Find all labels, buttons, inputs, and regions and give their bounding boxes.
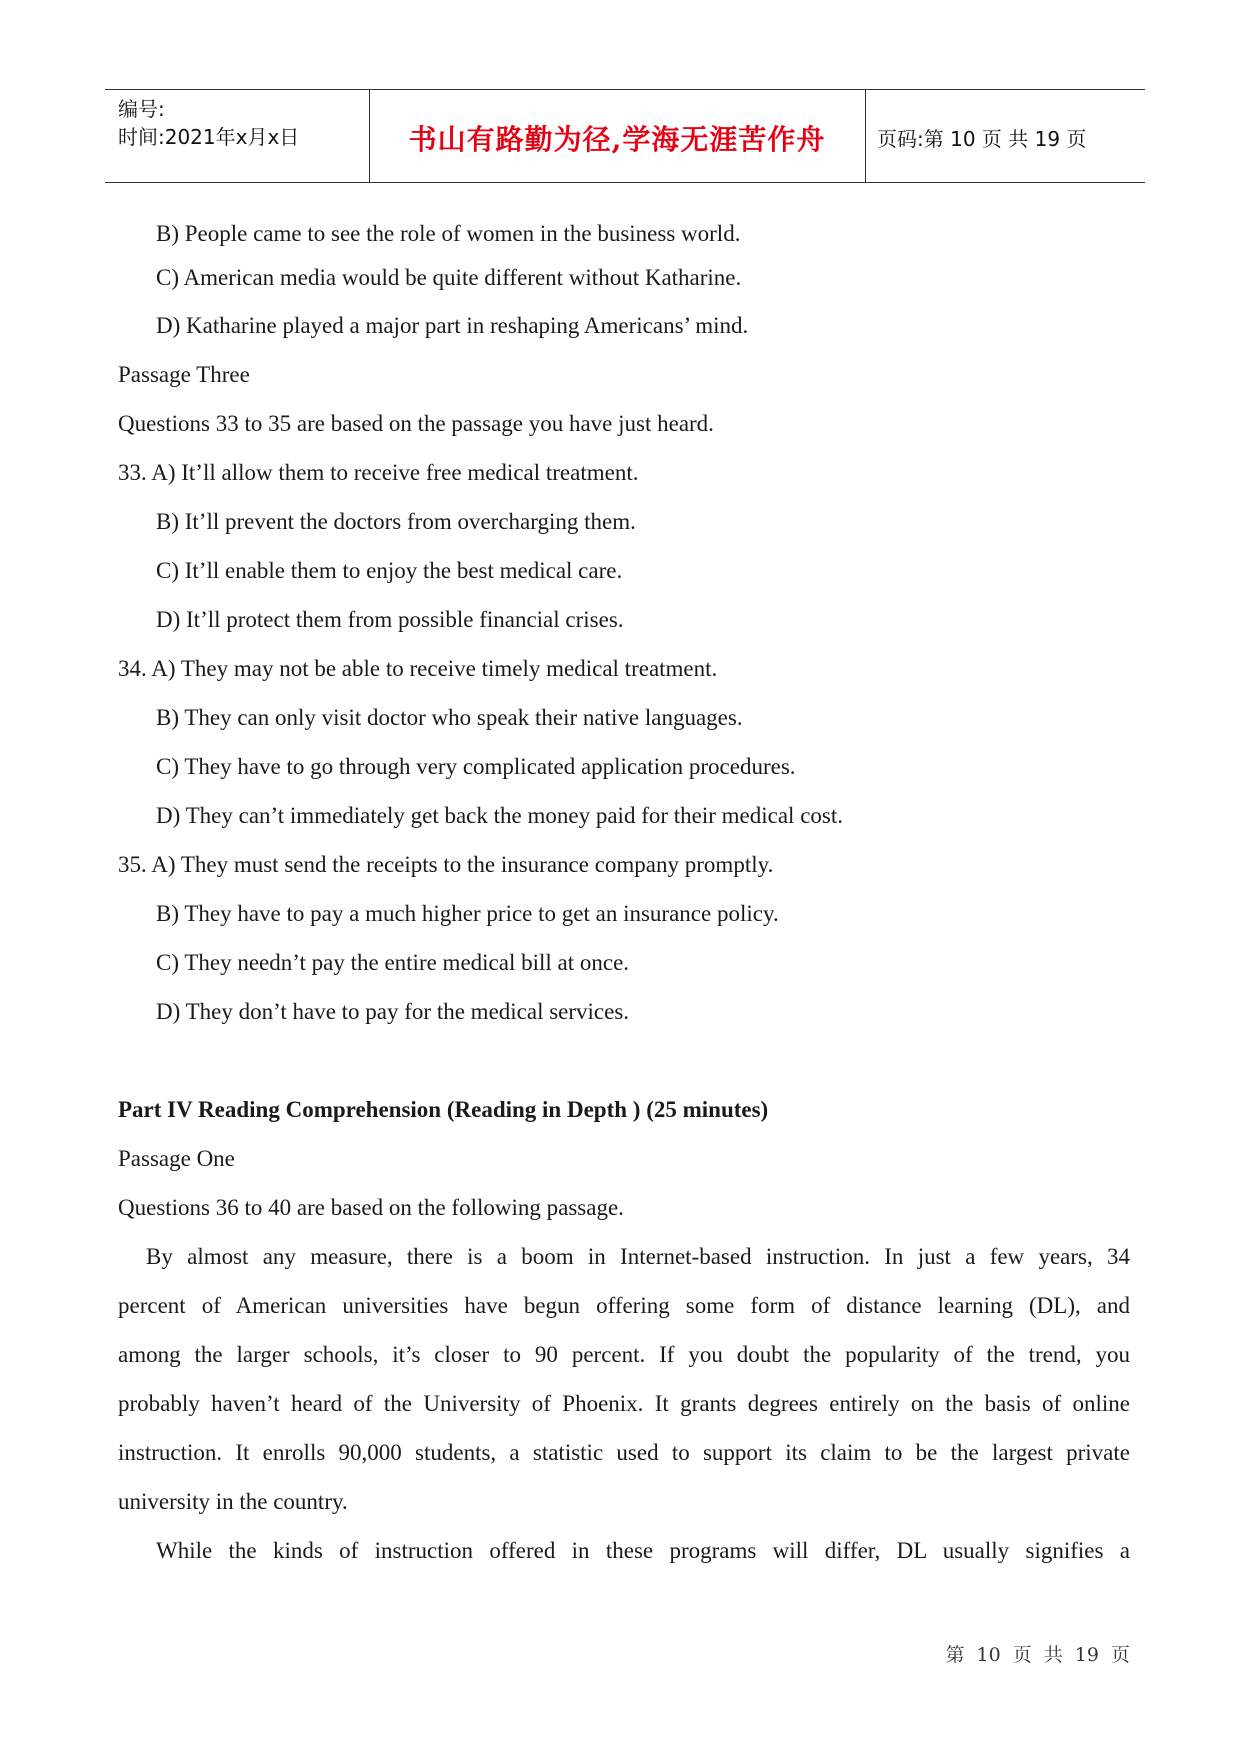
paragraph-line: By almost any measure, there is a boom in Internet-based instruction. In just a few years, 34	[146, 1244, 1130, 1269]
question-34-option-b: B) They can only visit doctor who speak their native languages.	[156, 705, 743, 730]
document-time-label: 时间:2021年x月x日	[118, 125, 300, 149]
question-35-option-d: D) They don’t have to pay for the medical services.	[156, 999, 630, 1024]
option-line: B) People came to see the role of women in the business world.	[156, 221, 741, 246]
paragraph-line: percent of American universities have begun offering some form of distance learning (DL), and	[118, 1293, 1130, 1318]
question-34-option-c: C) They have to go through very complicated application procedures.	[156, 754, 796, 779]
question-35-option-c: C) They needn’t pay the entire medical bill at once.	[156, 950, 630, 975]
question-35-option-a: 35. A) They must send the receipts to the insurance company promptly.	[118, 852, 774, 877]
page-footer: 第 10 页 共 19 页	[945, 1644, 1130, 1666]
questions-intro: Questions 36 to 40 are based on the following passage.	[118, 1195, 624, 1220]
header-info-cell	[105, 90, 370, 182]
header-page-cell	[865, 90, 1145, 182]
question-35-option-b: B) They have to pay a much higher price to get an insurance policy.	[156, 901, 779, 926]
section-heading: Part IV Reading Comprehension (Reading in Depth ) (25 minutes)	[118, 1097, 769, 1122]
document-number-label: 编号:	[118, 97, 165, 121]
header-motto-cell	[369, 90, 866, 182]
passage-title: Passage Three	[118, 362, 250, 387]
question-33-option-a: 33. A) It’ll allow them to receive free medical treatment.	[118, 460, 639, 485]
question-33-option-d: D) It’ll protect them from possible financial crises.	[156, 607, 624, 632]
paragraph-line: university in the country.	[118, 1489, 348, 1514]
question-34-option-d: D) They can’t immediately get back the money paid for their medical cost.	[156, 803, 844, 828]
option-line: C) American media would be quite different without Katharine.	[156, 265, 742, 290]
paragraph-line: instruction. It enrolls 90,000 students, a statistic used to support its claim to be the largest private	[118, 1440, 1130, 1465]
paragraph-line: While the kinds of instruction offered in these programs will differ, DL usually signifies a	[156, 1538, 1130, 1563]
option-line: D) Katharine played a major part in reshaping Americans’ mind.	[156, 313, 749, 338]
questions-intro: Questions 33 to 35 are based on the passage you have just heard.	[118, 411, 714, 436]
header-page-number: 页码:第 10 页 共 19 页	[877, 127, 1087, 151]
passage-title: Passage One	[118, 1146, 235, 1171]
question-33-option-c: C) It’ll enable them to enjoy the best medical care.	[156, 558, 623, 583]
question-33-option-b: B) It’ll prevent the doctors from overcharging them.	[156, 509, 636, 534]
page-header	[105, 89, 1145, 183]
paragraph-line: among the larger schools, it’s closer to 90 percent. If you doubt the popularity of the trend, you	[118, 1342, 1130, 1367]
question-34-option-a: 34. A) They may not be able to receive timely medical treatment.	[118, 656, 718, 681]
header-motto: 书山有路勤为径,学海无涯苦作舟	[408, 123, 826, 156]
paragraph-line: probably haven’t heard of the University of Phoenix. It grants degrees entirely on the basis of online	[118, 1391, 1130, 1416]
